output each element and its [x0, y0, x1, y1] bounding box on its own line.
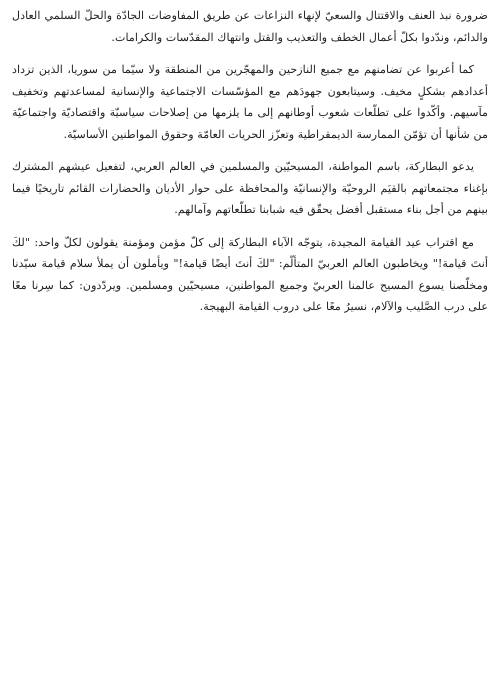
paragraph-solidarity-displaced: كما أعربوا عن تضامنهم مع جميع النازحين والمهجّرين من المنطقة ولا سيّما من سوريا، الذين تزداد أعدادهم بشكلٍ مخيف. وسيتابعون جهودَهم مع المؤسّسات الاجتماعية والإنسانية لمساعدتهم وتخفيف مآسيهم. وأكّدوا على تطلّعات شعوب أوطانهم إلى ما يلزمها من إصلاحات سياسيّة واقتصاديّة واجتماعيّة من شأنها أن تؤمّن الممارسة الديمقراطية وتعزّز الحريات العامّة وحقوق المواطنين الأساسيّة. [12, 63, 488, 141]
paragraph-easter-message: مع اقتراب عيد القيامة المجيدة، يتوجّه الآباء البطاركة إلى كلّ مؤمن ومؤمنة يقولون لكلّ واحد: "لكَ أنتَ قيامة!" ويخاطبون العالم العربيّ المتألّم: "لكَ أنتَ أيضًا قيامة!" ويأملون أن يملأ سلام قيامة سيّدنا ومخلّصنا يسوع المسيح عالمنا العربيّ وجميع المواطنين، مسيحيّين ومسلمين. ويردّدون: كما سِرنا معًا على درب الصَّليب والآلام، نسيرُ معًا على دروب القيامة البهيجة. [12, 235, 488, 313]
paragraph-nonviolence: ضرورة نبذ العنف والاقتتال والسعيّ لإنهاء النزاعات عن طريق المفاوضات الجادّة والحلّ السلمي العادل والدائم، وندّدوا بكلّ أعمال الخطف والتعذيب والقتل وانتهاك المقدّسات والكرامات. [12, 9, 488, 44]
paragraph-coexistence: يدعو البطاركة، باسم المواطنة، المسيحيّين والمسلمين في العالم العربي، لتفعيل عيشهم المشترك بإغناء مجتمعاتهم بالقيَم الروحيّة والإنسانيّة والمحافظة على حوار الأديان والحضارات القائم تاريخيًا فيما بينهم من أجل بناء مستقبل أفضل يحقّق فيه شبابنا تطلّعاتهم وآمالهم. [12, 160, 488, 216]
document-body [12, 5, 488, 329]
